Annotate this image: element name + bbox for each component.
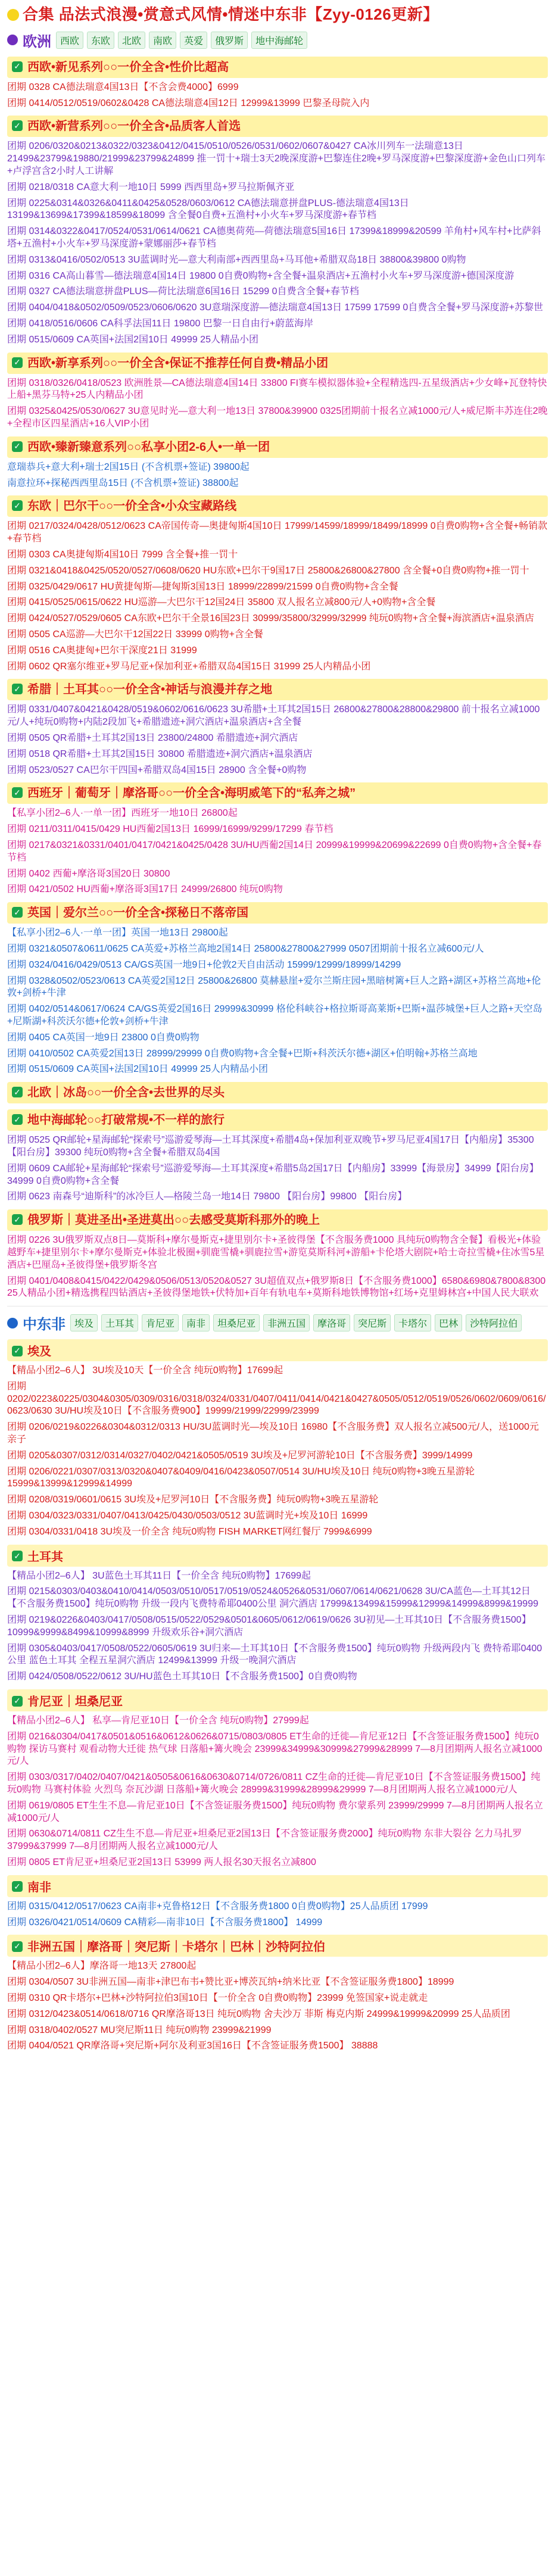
list-item: [7, 378, 548, 403]
item-text: 团期 0401/0408&0415/0422/0429&0506/0513/0520&0527 3U超值双点+俄罗斯8日【不含服务费1000】6580&6980&7800&8300 25人精品小团+精选携程四钻酒店+圣彼得堡地铁+伏特加+百年有轨电车+莫斯科地铁博物馆+红场+克里姆林宫+中国人民大联欢: [7, 1275, 546, 1299]
region-dot-icon: [7, 35, 18, 45]
item-text: 团期 0623 南森号“迪斯科”的冰冷巨人—格陵兰岛一地14日 79800 【阳台房】99800 【阳台房】: [7, 1192, 407, 1202]
list-item: [7, 749, 548, 761]
item-text: 团期 0318/0326/0418/0523 欧洲胜景—CA德法瑞意4国14日 33800 FI赛车模拟器体验+全程精选四-五星级酒店+少女峰+瓦登特快上船+黑芬马特+25人内精品小团: [7, 378, 547, 401]
item-text: 团期 0218/0318 CA意大利一地10日 5999 西西里岛+罗马拉斯佩齐亚: [7, 182, 295, 192]
list-item: [7, 565, 548, 578]
content: [7, 30, 548, 2053]
section-header: [7, 495, 548, 517]
item-text: 团期 0225&0314&0326&0411&0425&0528/0603/0612 CA德法瑞意拼盘PLUS-德法瑞意4国13日 13199&13699&17399&18599&18099 含全餐0自费+五渔村+小火车+罗马深度游+春节档: [7, 198, 409, 221]
region-tag[interactable]: 北欧: [118, 32, 145, 49]
list-item: [7, 254, 548, 267]
list-item: [7, 1901, 548, 1913]
list-item: [7, 1048, 548, 1061]
region-tag[interactable]: 肯尼亚: [142, 1314, 179, 1331]
list-item: [7, 1917, 548, 1929]
list-item: [7, 1992, 548, 2005]
region-tag[interactable]: 非洲五国: [263, 1314, 310, 1331]
checkmark-icon: ✓: [12, 1087, 23, 1097]
list-item: [7, 1234, 548, 1271]
item-text: 团期 0312/0423&0514/0618/0716 QR摩洛哥13日 纯玩0购物 舍夫沙万 菲斯 梅克内斯 24999&19999&20999 25人品质团: [7, 2009, 510, 2019]
list-item: [7, 406, 548, 431]
item-text: 团期 0206/0221/0307/0313/0320&0407&0409/0416/0423&0507/0514 3U/HU埃及10日 纯玩0购物+3晚五星游轮 15999&13999&12999&14999: [7, 1466, 475, 1489]
list-item: [7, 943, 548, 956]
checkmark-icon: ✓: [12, 441, 23, 452]
item-text: 团期 0424/0527/0529/0605 CA东欧+巴尔干全景16国23日 30999/35800/32999/32999 纯玩0购物+含全餐+海滨酒店+温泉酒店: [7, 613, 534, 624]
list-item: [7, 1494, 548, 1507]
item-text: 团期 0314&0322&0417/0524/0531/0614/0621 CA德奥荷苑—荷德法瑞意5国16日 17399&18999&20599 羊角村+风车村+比萨斜塔+五渔村+小火车+罗马深度游+蒙娜丽莎+春节档: [7, 226, 541, 250]
item-text: 团期 0216&0304/0417&0501&0516&0612&0626&0715/0803/0805 ET生命的迁徙—肯尼亚12日【不含签证服务费1500】纯玩0购物 探访马赛村 观看动物大迁徙 热气球 日落船+篝火晚会 23999&34999&30999&27999&28999 7—8月团期两人报名立减1000元/人: [7, 1731, 542, 1767]
item-text: 团期 0206/0320&0213&0322/0323&0412/0415/0510/0526/0531/0602/0607&0427 CA冰川列车一法瑞意13日 21499&23799&19880/21999&23799&24899 推一罚十+瑞士3天2晚深度游+巴黎连住2晚+罗马深度游+巴黎深度游+金色山口列车+卢浮宫含2小时人工讲解: [7, 141, 545, 177]
item-text: 团期 0421/0502 HU西葡+摩洛哥3国17日 24999/26800 纯玩0购物: [7, 884, 283, 895]
region-tag[interactable]: 沙特阿拉伯: [466, 1314, 522, 1331]
list-item: [7, 581, 548, 594]
region-tag[interactable]: 地中海邮轮: [251, 32, 307, 49]
checkmark-icon: ✓: [12, 1214, 23, 1225]
section-header: [7, 1082, 548, 1103]
section-title: 西欧•新享系列○○一价全含•保证不推荐任何自费•精品小团: [27, 356, 329, 370]
list-item: [7, 1381, 548, 1418]
list-item: [7, 597, 548, 609]
region-tag[interactable]: 摩洛哥: [313, 1314, 350, 1331]
item-text: 团期 0402 西葡+摩洛哥3国20日 30800: [7, 868, 170, 879]
item-text: 团期 0304/0507 3U非洲五国—南非+津巴布韦+赞比亚+博茨瓦纳+纳米比亚【不含签证服务费1800】18999: [7, 1977, 454, 1988]
checkmark-icon: ✓: [12, 684, 23, 694]
list-item: [7, 868, 548, 881]
list-item: [7, 1032, 548, 1044]
section-title: 俄罗斯｜莫进圣出•圣进莫出○○去感受莫斯科那外的晚上: [27, 1214, 320, 1227]
list-item: [7, 1450, 548, 1462]
section-title: 希腊｜土耳其○○一价全含•神话与浪漫并存之地: [27, 683, 273, 697]
item-text: 团期 0211/0311/0415/0429 HU西葡2国13日 16999/16999/9299/17299 春节档: [7, 824, 333, 835]
list-item: [7, 2025, 548, 2037]
subsection-header: [7, 1935, 548, 1957]
list-item: [7, 1064, 548, 1076]
subsection-header: [7, 1875, 548, 1897]
list-item: [7, 959, 548, 972]
list-item: [7, 1421, 548, 1446]
checkmark-icon: ✓: [12, 1881, 23, 1892]
list-item: [7, 1510, 548, 1523]
list-item: [7, 1365, 548, 1377]
list-item: [7, 629, 548, 641]
region-tag[interactable]: 巴林: [435, 1314, 462, 1331]
list-item: [7, 270, 548, 283]
item-text: 团期 0321&0418&0425/0520/0527/0608/0620 HU东欧+巴尔干9国17日 25800&26800&27800 含全餐+0自费0购物+推一罚十: [7, 565, 529, 576]
list-item: [7, 1960, 548, 1973]
region-tag[interactable]: 俄罗斯: [211, 32, 248, 49]
item-text: 团期 0619/0805 ET生生不息—肯尼亚10日【不含签证服务费1500】纯玩0购物 费尔蒙系列 23999/29999 7—8月团期两人报名立减1000元/人: [7, 1800, 543, 1823]
title-bar: [7, 6, 548, 24]
item-text: 团期 0515/0609 CA英国+法国2国10日 49999 25人精品小团: [7, 334, 258, 345]
list-item: [7, 1800, 548, 1825]
item-text: 团期 0414/0512/0519/0602&0428 CA德法瑞意4国12日 12999&13999 巴黎圣母院入内: [7, 98, 370, 108]
section-title: 西班牙｜葡萄牙｜摩洛哥○○一价全含•海明威笔下的“私奔之城”: [27, 787, 356, 800]
region-tag[interactable]: 东欧: [87, 32, 114, 49]
item-text: 团期 0327 CA德法瑞意拼盘PLUS—荷比法瑞意6国16日 15299 0自费含全餐+春节档: [7, 286, 359, 297]
list-item: [7, 318, 548, 330]
item-text: 团期 0303/0317/0402/0407/0421&0505&0616&0630&0714/0726/0811 CZ生命的迁徙—肯尼亚10日【不含签证服务费1500】纯玩0购物 马赛村体验 火烈鸟 奈瓦沙湖 日落船+篝火晚会 28999&31999&28999&29999 7—8月团期两人报名立减1000元/人: [7, 1772, 541, 1795]
list-item: [7, 82, 548, 94]
item-text: 团期 0331/0407&0421&0428/0519&0602/0616/0623 3U希腊+土耳其2国15日 26800&27800&28800&29800 前十报名立减1000元/人+纯玩0购物+内陆2段加飞+希腊遗迹+洞穴酒店+温泉酒店+含全餐: [7, 704, 540, 728]
section-header: [7, 1209, 548, 1231]
list-item: [7, 1715, 548, 1727]
item-text: 团期 0326/0421/0514/0609 CA精彩—南非10日【不含服务费1800】 14999: [7, 1917, 323, 1928]
region-tag[interactable]: 埃及: [70, 1314, 98, 1331]
list-item: [7, 840, 548, 865]
list-item: [7, 334, 548, 347]
list-item: [7, 975, 548, 1000]
subsection-header: [7, 1689, 548, 1711]
region-tag[interactable]: 英爱: [180, 32, 207, 49]
item-text: 【私享小团2–6人·一单一团】英国一地13日 29800起: [7, 928, 228, 938]
region-tag[interactable]: 西欧: [56, 32, 83, 49]
list-item: [7, 1976, 548, 1989]
section-header: [7, 902, 548, 924]
list-item: [7, 182, 548, 194]
item-text: 团期 0305&0403/0417/0508/0522/0605/0619 3U归来—土耳其10日【不含服务费1500】纯玩0购物 升级两段内飞 费特希耶0400公里 蓝色土耳其 全程五星洞穴酒店 12499&13999 升级一晚洞穴酒店: [7, 1643, 542, 1666]
item-text: 团期 0418/0516/0606 CA科孚法国11日 19800 巴黎一日自由行+蔚蓝海岸: [7, 319, 314, 329]
item-text: 团期 0205&0307/0312/0314/0327/0402/0421&0505/0519 3U埃及+尼罗河游轮10日【不含服务费】3999/14999: [7, 1450, 473, 1461]
item-text: 团期 0328&0502/0523/0613 CA英爱2国12日 25800&26800 莫赫悬崖+爱尔兰斯庄园+黑暗树篱+巨人之路+湖区+苏格兰高地+伦敦+剑桥+牛津: [7, 975, 541, 999]
item-text: 团期 0805 ET肯尼亚+坦桑尼亚2国13日 53999 两人报名30天报名立减800: [7, 1857, 316, 1867]
checkmark-icon: ✓: [12, 1551, 23, 1561]
section-title: 西欧•臻新臻意系列○○私享小团2-6人•一单一团: [27, 440, 270, 454]
list-item: [7, 1275, 548, 1301]
checkmark-icon: ✓: [12, 1941, 23, 1952]
item-text: 【精品小团2–6人】 3U蓝色土耳其11日【一价全含 纯玩0购物】17699起: [7, 1570, 311, 1581]
item-text: 【私享小团2–6人·一单一团】西班牙一地10日 26800起: [7, 808, 238, 819]
list-item: [7, 1003, 548, 1028]
section-title: 南非: [27, 1880, 51, 1894]
item-text: 团期 0404/0521 QR摩洛哥+突尼斯+阿尔及利亚3国16日【不含签证服务费1500】 38888: [7, 2041, 378, 2051]
checkmark-icon: ✓: [12, 500, 23, 511]
list-item: [7, 1614, 548, 1639]
lemon-icon: [7, 9, 19, 21]
list-item: [7, 226, 548, 251]
list-item: [7, 824, 548, 836]
section-title: 土耳其: [27, 1550, 63, 1564]
item-text: 团期 0215&0303/0403&0410/0414/0503/0510/0517/0519/0524&0526&0531/0607/0614/0621/0628 3U/CA蓝色—土耳其12日【不含服务费1500】纯玩0购物 升级一段内飞费特希耶0400公里 洞穴酒店 17999&13499&15999&12999&14999&8999&19999: [7, 1586, 539, 1610]
item-text: 【精品小团2–6人】 3U埃及10天【一价全含 纯玩0购物】17699起: [7, 1365, 283, 1376]
list-item: [7, 645, 548, 657]
checkmark-icon: ✓: [12, 61, 23, 72]
item-text: 团期 0505 QR希腊+土耳其2国13日 23800/24800 希腊遗迹+洞穴酒店: [7, 732, 298, 743]
checkmark-icon: ✓: [12, 357, 23, 368]
item-text: 团期 0304/0331/0418 3U埃及一价全含 纯玩0购物 FISH MARKET网红餐厅 7999&6999: [7, 1526, 372, 1537]
list-item: [7, 1466, 548, 1491]
item-text: 团期 0318/0402/0527 MU突尼斯11日 纯玩0购物 23999&21999: [7, 2025, 272, 2035]
item-text: 团期 0518 QR希腊+土耳其2国15日 30800 希腊遗迹+洞穴酒店+温泉酒店: [7, 749, 313, 759]
section-title: 英国｜爱尔兰○○一价全含•探秘日不落帝国: [27, 906, 249, 920]
list-item: [7, 661, 548, 673]
item-text: 团期 0310 QR卡塔尔+巴林+沙特阿拉伯3国10日【一价全含 0自费0购物】23999 免签国家+说走就走: [7, 1992, 428, 2003]
region-tag[interactable]: 坦桑尼亚: [213, 1314, 260, 1331]
checkmark-icon: ✓: [12, 120, 23, 131]
item-text: 团期 0415/0525/0615/0622 HU巡游—大巴尔干12国24日 35800 双人报名立减800元/人+0购物+含全餐: [7, 597, 436, 608]
list-item: [7, 1857, 548, 1869]
item-text: 【精品小团2–6人】摩洛哥一地13天 27800起: [7, 1961, 197, 1972]
item-text: 团期 0313&0416/0502/0513 3U蓝调时光—意大利南部+西西里岛+马耳他+希腊双岛18日 38800&39800 0购物: [7, 254, 466, 265]
item-text: 团期 0324/0416/0429/0513 CA/GS英国一地9日+伦敦2天自由活动 15999/12999/18999/14299: [7, 959, 401, 970]
section-header: [7, 353, 548, 374]
list-item: [7, 807, 548, 820]
item-text: 团期 0206/0219&0226&0304&0312/0313 HU/3U蓝调时光—埃及10日 16980【不含服务费】双人报名立减500元/人，送1000元亲子: [7, 1422, 539, 1445]
list-item: [7, 2009, 548, 2021]
item-text: 团期 0315/0412/0517/0623 CA南非+克鲁格12日【不含服务费1800 0自费0购物】25人品质团 17999: [7, 1901, 428, 1911]
subsection-header: [7, 1339, 548, 1361]
list-item: [7, 1191, 548, 1203]
item-text: 团期 0202/0223&0225/0304&0305/0309/0316/0318/0324/0331/0407/0411/0414/0421&0427&0505/0512/0519/0526/0602/0609/0616/0623/0630 3U/HU埃及10日【不含服务费900】19999/21999/22999/23999: [7, 1381, 546, 1417]
list-item: [7, 286, 548, 298]
list-item: [7, 1163, 548, 1188]
section-title: 肯尼亚｜坦桑尼亚: [27, 1695, 123, 1709]
item-text: 团期 0609 CA邮轮+星海邮轮“探索号”巡游爱琴海—土耳其深度+希腊5岛2国17日【内船房】33999【海景房】34999【阳台房】34999 0自费0购物+含全餐: [7, 1163, 539, 1186]
list-item: [7, 1731, 548, 1768]
section-header: [7, 436, 548, 458]
list-item: [7, 520, 548, 545]
item-text: 团期 0328 CA德法瑞意4国13日【不含会费4000】6999: [7, 82, 239, 92]
checkmark-icon: ✓: [12, 1346, 23, 1356]
region-label: 中东非: [23, 1317, 66, 1333]
section-title: 东欧｜巴尔干○○一价全含•小众宝藏路线: [27, 500, 237, 513]
list-item: [7, 927, 548, 940]
item-text: 团期 0303 CA奥捷匈斯4国10日 7999 含全餐+推一罚十: [7, 550, 238, 560]
region-dot-icon: [7, 1318, 18, 1328]
item-text: 【精品小团2–6人】 私享—肯尼亚10日【一价全含 纯玩0购物】27999起: [7, 1716, 309, 1726]
region-header-1: [7, 1312, 548, 1333]
section-header: [7, 57, 548, 78]
section-title: 西欧•新营系列○○一价全含•品质客人首选: [27, 120, 241, 133]
list-item: [7, 765, 548, 777]
section-header: [7, 116, 548, 137]
section-title: 非洲五国｜摩洛哥｜突尼斯｜卡塔尔｜巴林｜沙特阿拉伯: [27, 1941, 325, 1954]
item-text: 南意拉环+探秘西西里岛15日 (不含机票+签证) 38800起: [7, 478, 239, 488]
list-item: [7, 1772, 548, 1797]
item-text: 团期 0505 CA巡游—大巴尔干12国22日 33999 0购物+含全餐: [7, 629, 263, 640]
checkmark-icon: ✓: [12, 1114, 23, 1125]
section-title: 北欧｜冰岛○○一价全含•去世界的尽头: [27, 1086, 225, 1100]
item-text: 团期 0208/0319/0601/0615 3U埃及+尼罗河10日【不含服务费】纯玩0购物+3晚五星游轮: [7, 1495, 379, 1505]
section-header: [7, 782, 548, 804]
list-item: [7, 98, 548, 110]
list-item: [7, 1526, 548, 1539]
item-text: 团期 0404/0418&0502/0509/0523/0606/0620 3U意瑞深度游—德法瑞意4国13日 17599 17599 0自费含全餐+罗马深度游+苏黎世: [7, 302, 544, 313]
list-item: [7, 1586, 548, 1611]
item-text: 团期 0602 QR塞尔维亚+罗马尼亚+保加利亚+希腊双岛4国15日 31999 25人内精品小团: [7, 661, 371, 672]
region-label: 欧洲: [23, 33, 51, 50]
list-item: [7, 141, 548, 177]
section-title: 地中海邮轮○○打破常规•不一样的旅行: [27, 1114, 225, 1127]
item-text: 团期 0405 CA英国一地9日 23800 0自费0购物: [7, 1032, 199, 1043]
item-text: 团期 0321&0507&0611/0625 CA英爱+苏格兰高地2国14日 25800&27800&27999 0507团期前十报名立减600元/人: [7, 943, 484, 954]
region-tag[interactable]: 南非: [182, 1314, 210, 1331]
region-header-0: [7, 30, 548, 51]
page-title: 合集 品法式浪漫•赏意式风情•情迷中东非【Zyy-0126更新】: [23, 5, 439, 23]
list-item: [7, 549, 548, 562]
item-text: 团期 0410/0502 CA英爱2国13日 28999/29999 0自费0购物+含全餐+巴斯+科茨沃尔德+湖区+伯明翰+苏格兰高地: [7, 1048, 478, 1059]
item-text: 团期 0630&0714/0811 CZ生生不息—肯尼亚+坦桑尼亚2国13日【不含签证服务费2000】纯玩0购物 东非大裂谷 乞力马扎罗 37999&37999 7—8月团期两人报名立减1000元/人: [7, 1829, 522, 1852]
list-item: [7, 1643, 548, 1668]
subsection-header: [7, 1545, 548, 1567]
item-text: 团期 0402/0514&0617/0624 CA/GS英爱2国16日 29999&30999 格伦科峡谷+格拉斯哥高莱斯+巴斯+温莎城堡+巨人之路+天空岛+尼斯湖+科茨沃尔德+伦敦+剑桥+牛津: [7, 1004, 542, 1027]
list-item: [7, 1134, 548, 1159]
region-tag[interactable]: 南欧: [149, 32, 176, 49]
checkmark-icon: ✓: [12, 1696, 23, 1707]
section-header: [7, 1109, 548, 1131]
checkmark-icon: ✓: [12, 787, 23, 798]
list-item: [7, 884, 548, 896]
item-text: 团期 0304/0323/0331/0407/0413/0425/0430/0503/0512 3U蓝调时光+埃及10日 16999: [7, 1511, 368, 1521]
list-item: [7, 613, 548, 625]
list-item: [7, 2040, 548, 2053]
item-text: 团期 0515/0609 CA英国+法国2国10日 49999 25人内精品小团: [7, 1064, 268, 1075]
item-text: 团期 0325/0429/0617 HU黄捷匈斯—捷匈斯3国13日 18999/22899/21599 0自费0购物+含全餐: [7, 581, 398, 592]
item-text: 团期 0525 QR邮轮+星海邮轮“探索号”巡游爱琴海—土耳其深度+希腊4岛+保加利亚双晚节+罗马尼亚4国17日【内船房】35300【阳台房】39300 纯玩0购物+含全餐+希腊双岛4国: [7, 1135, 534, 1158]
item-text: 团期 0217&0321&0331/0401/0417/0421&0425/0428 3U/HU西葡2国14日 20999&19999&20699&22699 0自费0购物+含全餐+春节档: [7, 840, 542, 863]
region-tag[interactable]: 土耳其: [101, 1314, 138, 1331]
list-item: [7, 704, 548, 729]
item-text: 团期 0325&0425/0530/0627 3U意见时光—意大利一地13日 37800&39900 0325团期前十报名立减1000元/人+威尼斯丰苏连住2晚+全程市区四星酒店+16人VIP小团: [7, 406, 548, 429]
list-item: [7, 302, 548, 314]
region-tags: [56, 32, 307, 49]
item-text: 意瑞恭兵+意大利+瑞士2国15日 (不含机票+签证) 39800起: [7, 461, 250, 472]
list-item: [7, 461, 548, 474]
section-title: 西欧•新见系列○○一价全含•性价比超高: [27, 60, 229, 74]
item-text: 团期 0219&0226&0403/0417/0508/0515/0522/0529&0501&0605/0612/0619/0626 3U初见—土耳其10日【不含服务费1500】10999&9999&8499&10999&8999 升级欢乐谷+洞穴酒店: [7, 1615, 531, 1638]
item-text: 团期 0516 CA奥捷匈+巴尔干深度21日 31999: [7, 645, 197, 656]
item-text: 团期 0523/0527 CA巴尔干四国+希腊双岛4国15日 28900 含全餐+0购物: [7, 765, 307, 775]
item-text: 团期 0226 3U俄罗斯双点8日—莫斯科+摩尔曼斯克+捷里别尔卡+圣彼得堡【不含服务费1000 具纯玩0购物含全餐】看极光+体验越野车+捷里别尔卡+摩尔曼斯克+体验北极圈+驯鹿雪橇+驯鹿拉雪+游览莫斯科河+游船+卡伦塔大剧院+哈士奇拉雪橇+住冰雪5星酒店+巴厘岛+圣彼得堡+俄罗斯冬宫: [7, 1235, 545, 1270]
section-title: 埃及: [27, 1345, 51, 1359]
list-item: [7, 1671, 548, 1683]
region-tags: [70, 1314, 522, 1331]
item-text: 团期 0424/0508/0522/0612 3U/HU蓝色土耳其10日【不含服务费1500】0自费0购物: [7, 1671, 357, 1682]
region-tag[interactable]: 突尼斯: [354, 1314, 391, 1331]
list-item: [7, 1828, 548, 1853]
item-text: 团期 0316 CA高山暮雪—德法瑞意4国14日 19800 0自费0购物+含全餐+温泉酒店+五渔村小火车+罗马深度游+德国深度游: [7, 270, 515, 281]
item-text: 团期 0217/0324/0428/0512/0623 CA帝国传奇—奥捷匈斯4国10日 17999/14599/18999/18499/18999 0自费0购物+含全餐+畅销款+春节档: [7, 521, 548, 544]
list-item: [7, 478, 548, 490]
section-header: [7, 679, 548, 700]
list-item: [7, 1570, 548, 1583]
region-tag[interactable]: 卡塔尔: [394, 1314, 431, 1331]
list-item: [7, 198, 548, 223]
checkmark-icon: ✓: [12, 907, 23, 918]
list-item: [7, 732, 548, 745]
